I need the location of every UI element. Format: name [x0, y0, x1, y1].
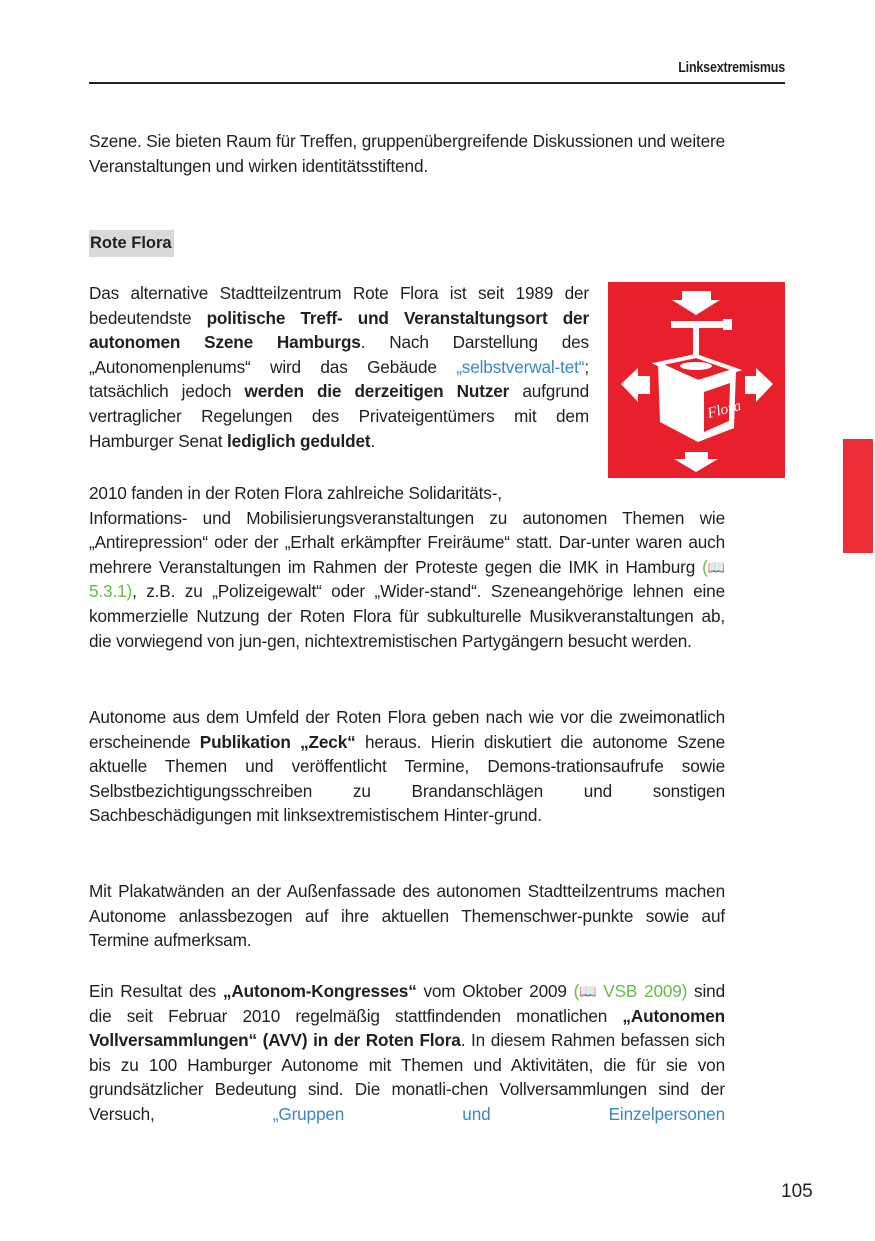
chapter-side-tab	[843, 439, 873, 553]
paragraph-4: Mit Plakatwänden an der Außenfassade des autonomen Stadtteilzentrums machen Autonome anlassbezogen auf ihre aktuellen Themenschwer-punkte sowie auf Termine aufmerksam.	[89, 881, 725, 951]
emphasis: lediglich geduldet	[227, 430, 371, 451]
paragraph-3: Autonome aus dem Umfeld der Roten Flora geben nach wie vor die zweimonatlich erscheinende Publikation „Zeck“ heraus. Hierin diskutiert die autonome Szene aktuelle Themen und veröffentlicht Termine, Demons-trationsaufrufe sowie Selbstbezichtigungsschreiben zu Brandanschlägen und sonstigen Sachbeschädigungen mit linksextremistischem Hinter-grund.	[89, 707, 725, 826]
page-number: 105	[781, 1181, 813, 1202]
cross-reference-link[interactable]: (📖 5.3.1)	[89, 556, 725, 602]
paragraph-1: Das alternative Stadtteilzentrum Rote Flora ist seit 1989 der bedeutendste politische Treff- und Veranstaltungsort der autonomen Szene Hamburgs. Nach Darstellung des „Autonomenplenums“ wird das Gebäude „selbstverwal-tet“; tatsächlich jedoch werden die derzeitigen Nutzer aufgrund vertraglicher Regelungen des Privateigentümers mit dem Hamburger Senat lediglich geduldet.	[89, 283, 589, 451]
emphasis: Publikation „Zeck“	[199, 731, 356, 752]
emphasis: „Autonomen Vollversammlungen“ (AVV) in der Roten Flora	[89, 1005, 725, 1051]
quote-link[interactable]: „Gruppen und Einzelpersonen	[272, 1103, 725, 1124]
running-head: Linksextremismus	[678, 60, 785, 76]
quote-link[interactable]: „selbstverwal-tet“	[456, 356, 585, 377]
emphasis: werden die derzeitigen Nutzer	[244, 381, 510, 402]
cross-reference-link[interactable]: (📖 VSB 2009)	[574, 981, 688, 1001]
section-heading: Rote Flora	[89, 230, 174, 257]
intro-paragraph: Szene. Sie bieten Raum für Treffen, gruppenübergreifende Diskussionen und weitere Veranstaltungen und wirken identitätsstiftend.	[89, 131, 725, 176]
book-icon: 📖	[579, 983, 597, 999]
emphasis: politische Treff- und Veranstaltungsort der autonomen Szene Hamburgs	[89, 307, 589, 353]
paragraph-2-line-1: 2010 fanden in der Roten Flora zahlreiche Solidaritäts-,	[89, 483, 502, 503]
flora-detonator-icon	[608, 282, 785, 478]
svg-text:Flora: Flora	[705, 398, 743, 422]
paragraph-2: Informations- und Mobilisierungsveranstaltungen zu autonomen Themen wie „Antirepression“ oder der „Erhalt erkämpfter Freiräume“ statt. Dar-unter waren auch mehrere Veranstaltungen im Rahmen der Proteste gegen die IMK in Hamburg (📖 5.3.1), z.B. zu „Polizeigewalt“ oder „Wider-stand“. Szeneangehörige lehnen eine kommerzielle Nutzung der Roten Flora für subkulturelle Musikveranstaltungen ab, die vorwiegend von jun-gen, nichtextremistischen Partygängern besucht werden.	[89, 507, 725, 651]
rote-flora-logo	[608, 282, 785, 478]
book-icon: 📖	[707, 558, 725, 575]
paragraph-5: Ein Resultat des „Autonom-Kongresses“ vom Oktober 2009 (📖 VSB 2009) sind die seit Februar 2010 regelmäßig stattfindenden monatlichen „Autonomen Vollversammlungen“ (AVV) in der Roten Flora. In diesem Rahmen befassen sich bis zu 100 Hamburger Autonome mit Themen und Aktivitäten, die für sie von grundsätzlicher Bedeutung sind. Die monatli-chen Vollversammlungen sind der Versuch, „Gruppen und Einzelpersonen	[89, 981, 725, 1124]
header-rule	[89, 82, 785, 84]
emphasis: „Autonom-Kongresses“	[222, 981, 417, 1001]
